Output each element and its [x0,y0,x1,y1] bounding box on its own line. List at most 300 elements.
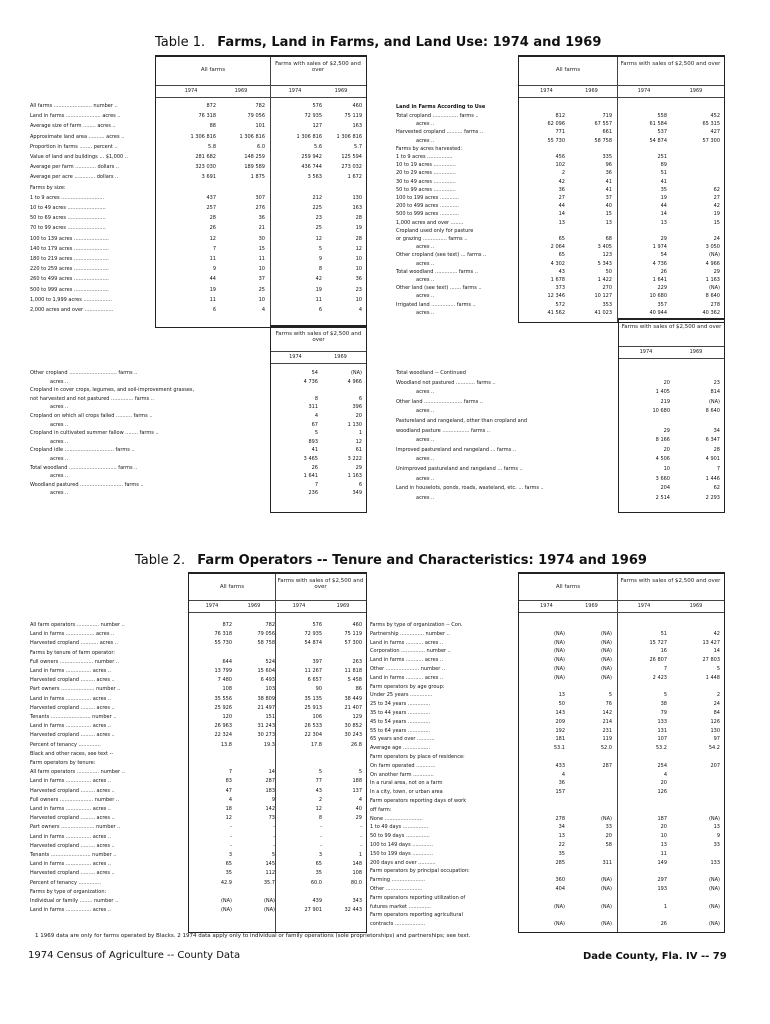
table-cell: 2 064 [550,244,565,251]
table-cell: 872 [206,103,216,109]
row-label: acres .. [416,244,435,251]
table-cell: 183 [265,787,275,794]
table1-heading: Farms, Land in Farms, and Land Use: 1974 and 1969 [217,35,602,50]
table1-header-all-farms: All farms [200,67,226,73]
table-cell: 10 680 [652,408,670,415]
table-cell: 16 [660,648,667,655]
row-label: All farm operators .............. number .. [30,769,125,776]
table-cell: 35.7 [263,879,275,886]
row-label: Other land ........................ farms .. [396,398,483,405]
table-cell: 108 [352,870,362,877]
table-cell: 126 [710,718,720,725]
table-cell: 25 913 [304,704,322,711]
table-cell: 163 [352,123,362,130]
row-label: 200 to 499 acres ............ [396,203,459,210]
table-cell: 89 [660,162,667,169]
table-cell: 12 [315,235,322,242]
table-cell: 52.0 [600,745,612,752]
row-label: or grazing ............... farms .. [396,236,468,242]
table1-year: 1974 [288,88,302,94]
table-cell: 4 506 [655,456,670,463]
table-cell: 65 [315,861,322,868]
table-cell: 30 852 [344,723,362,730]
table1-year: 1969 [585,88,598,94]
table-cell: 236 [308,490,318,497]
row-label: 30 to 49 acres .............. [396,178,456,185]
table-cell: 43 [315,787,322,794]
table-cell: (NA) [600,921,612,928]
row-label: Approximate land area .......... acres .. [30,133,125,140]
row-label: Other land (see text) ....... farms .. [396,285,482,292]
table-cell: 4 901 [705,456,720,463]
table-cell: 29 [355,464,362,471]
table-cell: 123 [602,252,612,259]
table-cell: 53.1 [553,745,565,752]
table-cell: 14 [268,769,275,776]
row-label: All farms ........................ number .. [30,103,118,109]
row-label: Average per acre ............. dollars .. [30,174,119,181]
table-cell: (NA) [600,815,612,822]
table-cell: 4 [314,413,318,419]
row-label: 50 to 99 days ............... [370,833,430,840]
table-cell: 396 [352,404,362,411]
row-label: Land in farms ........... acres .. [370,674,444,681]
footnote: 1 1969 data are only for farms operated by Blacks. 2 1974 data apply only to individual or family operations (sole proprietorships) and partnerships; see text. [35,933,471,939]
table-cell: - [360,824,362,831]
row-label: Total cropland ................ farms .. [396,113,479,119]
table-cell: 143 [555,710,565,716]
table-cell: 8 [314,395,318,402]
table-cell: 19.3 [263,741,275,748]
table-cell: 1 130 [347,421,362,428]
table-cell: 771 [555,129,565,136]
table-cell: - [273,833,275,840]
row-label: acres .. [416,494,435,501]
table-cell: (NA) [708,921,720,928]
table-cell: 151 [265,714,275,720]
table-cell: (NA) [600,657,612,664]
table-cell: 7 [716,466,720,472]
row-label: Total woodland .............................. farms .. [30,464,138,471]
table-cell: 12 [225,815,232,822]
table-cell: 8 166 [655,437,670,444]
table-cell: 17.8 [310,741,322,748]
table-cell: 35 [225,870,232,877]
row-label: 10 to 19 acres .............. [396,162,456,169]
table-cell: 3 691 [201,174,216,181]
table-cell: 19 [660,195,667,201]
table-cell: 31 243 [257,723,275,730]
table-cell: 96 [605,162,612,169]
table-cell: 149 [657,859,667,866]
table-cell: 5 [716,666,720,672]
table-cell: 1 422 [597,277,612,283]
table-cell: (NA) [600,674,612,681]
table-cell: 782 [255,103,265,109]
table-cell: 4 302 [550,260,565,267]
row-label: Woodland not pastured ............ farms .. [396,379,496,386]
table-cell: 54 874 [304,640,322,647]
row-label: Harvested cropland .......... farms .. [396,129,484,136]
row-label: On another farm ............. [370,771,434,778]
row-label: futures market .............. [370,903,431,910]
row-label: 500 to 999 acres ............ [396,211,459,218]
table-cell: 349 [352,490,362,497]
table-cell: 11 [258,256,265,262]
table-cell: 62 [713,485,720,492]
row-label: 10 to 49 acres ........................ [30,205,106,211]
table1-lower-right-block [618,318,725,513]
table-cell: 307 [255,194,265,201]
table-cell: 214 [602,718,612,725]
table2-year: 1969 [585,603,598,609]
table-cell: 42.9 [220,879,232,886]
row-label: 200 days and over ........... [370,859,436,866]
table-cell: 83 [225,778,232,785]
table-cell: 661 [602,129,612,136]
table-cell: 10 [663,466,670,472]
row-label: 1,000 to 1,999 acres .................. [30,296,113,303]
table-cell: 6 [212,307,216,313]
row-label: Percent of tenancy .............. [30,741,101,748]
table-cell: 872 [222,622,232,628]
row-label: Harvested cropland ......... acres .. [30,677,115,684]
row-label: 1 to 9 acres ........................... [30,194,105,201]
table-cell: 273 032 [341,164,362,171]
table-cell: 50 [558,701,565,708]
table-cell: 23 [713,379,720,386]
row-label: Full owners ..................... number .. [30,796,120,803]
table-cell: 97 [713,736,720,743]
table-cell: (NA) [600,666,612,672]
table-cell: - [230,824,232,831]
row-label: Individual or family ........ number .. [30,898,119,904]
table-cell: 72 935 [304,631,322,638]
table2-year: 1969 [247,603,261,609]
row-label: acres .. [416,408,435,415]
table-cell: 5 [663,692,667,699]
table-cell: 6 [318,307,322,313]
table-cell: (NA) [553,666,565,672]
table-cell: 26 [660,921,667,928]
table-cell: 5 [271,852,275,858]
row-label: Average age ................. [370,745,431,752]
row-label: acres .. [50,404,69,411]
table-cell: 21 [258,225,265,232]
table-cell: 4 736 [303,378,318,385]
table-cell: 14 [558,211,565,218]
table-cell: 209 [555,718,565,725]
table-cell: 4 [358,796,362,803]
row-label: 150 to 199 days ............. [370,850,433,857]
table-cell: 5.7 [354,143,362,150]
table-cell: (NA) [553,921,565,928]
table-cell: 11 [209,256,216,262]
row-label: acres .. [416,475,435,482]
table-cell: 3 405 [597,244,612,251]
table-cell: 204 [660,485,670,492]
row-label: In a rural area, not on a farm [370,780,443,787]
table-cell: 79 056 [257,631,275,638]
table-cell: 719 [602,113,612,119]
row-label: 2,000 acres and over .................. [30,307,114,313]
table-cell: 61 [355,447,362,454]
table-cell: 125 594 [341,154,362,160]
table-cell: 9 [212,266,216,273]
row-label: acres .. [50,456,69,462]
table-cell: 4 [358,307,362,313]
table-cell: 38 449 [344,695,362,702]
table-cell: 576 [312,103,322,109]
table-cell: 10 [355,296,362,303]
table-cell: 37 [258,276,265,283]
row-label: Land in farms ................ acres .. [30,806,112,812]
row-label: Irrigated land ............... farms .. [396,301,476,308]
table2-year: 1974 [292,603,306,609]
table-cell: 131 [657,727,667,734]
table-cell: 20 [605,833,612,840]
row-label: Tenants ......................... number .. [30,714,117,720]
row-label: Harvested cropland ......... acres .. [30,870,115,877]
table-cell: 8 640 [705,293,720,300]
table-cell: 10 [258,266,265,273]
row-label: 35 to 44 years .............. [370,710,431,716]
table1-year: 1974 [289,354,302,360]
row-label: acres .. [416,277,435,283]
table-cell: (NA) [708,285,720,292]
table-cell: 15 [258,245,265,252]
table-cell: (NA) [708,903,720,910]
table-cell: 65 [558,252,565,259]
table-cell: 102 [555,162,565,169]
table-cell: 18 [225,806,232,812]
table-cell: 67 557 [594,121,612,128]
table2-right-header-sales: Farms with sales of $2,500 and over [620,578,721,584]
row-label: acres .. [416,456,435,463]
table-cell: 1 405 [655,389,670,396]
table-cell: 189 589 [244,164,265,171]
row-label: Land in farms ................ acres .. [30,861,112,868]
row-label: Land in farms ...................... acres .. [30,113,121,120]
table-cell: 29 [663,427,670,434]
table-cell: 54.2 [708,745,720,752]
table-cell: 22 324 [214,732,232,739]
table-cell: 2 293 [705,494,720,501]
table-cell: 142 [602,710,612,716]
row-label: Harvested cropland ......... acres .. [30,815,115,822]
table-cell: 51 [660,630,667,637]
table1-year: 1969 [334,354,347,360]
row-label: Farms by type of organization -- Con. [370,622,463,628]
table-cell: 65 [225,861,232,868]
table-cell: 558 [657,113,667,119]
table-cell: 120 [222,714,232,720]
table-cell: 24 [713,701,720,708]
table-cell: 35 [660,186,667,193]
table-cell: 254 [657,762,667,769]
table-cell: 4 [261,307,265,313]
row-label: Farms by acres harvested: [396,145,463,152]
table-cell: 1 446 [705,475,720,482]
table-cell: 51 [660,170,667,177]
table-cell: 13 [660,219,667,226]
row-label: Average size of farm ........ acres .. [30,123,116,130]
row-label: Harvested cropland ........... acres .. [30,640,118,647]
table2-year: 1974 [205,603,219,609]
table-cell: 47 [225,787,232,794]
table-cell: 26 807 [649,657,667,664]
table-cell: 13 [660,842,667,848]
row-label: 1 to 49 days ................ [370,824,429,831]
row-label: acres .. [50,421,69,428]
row-label: Farm operators by age group: [370,683,445,690]
table-cell: 53.2 [655,745,667,752]
row-label: acres .. [416,121,435,128]
table-cell: - [230,833,232,840]
table2-year: 1974 [637,603,651,609]
table-cell: 14 [713,648,720,655]
table-cell: 193 [657,886,667,892]
table-cell: (NA) [600,886,612,892]
table-cell: 26 533 [304,723,322,730]
table-cell: 1 163 [705,277,720,283]
table-cell: 10 [660,833,667,840]
row-label: Land in farms ........... acres .. [370,657,444,664]
row-label: 100 to 149 days ............. [370,842,433,848]
table-cell: 142 [265,806,275,812]
table-cell: 5 [608,692,612,699]
table-cell: 42 [558,178,565,185]
table-cell: 40 362 [702,309,720,316]
table-cell: 35 [315,870,322,877]
table-cell: 437 [206,194,216,201]
table-cell: 34 [558,824,565,831]
table-cell: 353 [602,301,612,308]
table-cell: 106 [312,714,322,720]
table-cell: 8 640 [705,408,720,415]
table-cell: 22 304 [304,732,322,739]
table-cell: (NA) [600,639,612,646]
table-cell: 5 [318,245,322,252]
table-cell: 26 [209,225,216,232]
table-cell: 15 [713,219,720,226]
table-cell: 27 803 [702,657,720,664]
table-cell: 129 [352,714,362,720]
table-cell: 157 [555,789,565,796]
table-cell: 5.8 [208,143,216,150]
table-cell: 41 [605,178,612,185]
table-cell: 35 [558,850,565,857]
row-label: 1,000 acres and over ........ [396,219,464,226]
table-cell: 50 [605,268,612,275]
row-label: acres .. [416,309,435,316]
table-cell: 57 300 [702,137,720,144]
table-cell: 42 [713,630,720,637]
row-label: Land in farms ................ acres .. [30,695,112,702]
row-label: 140 to 179 acres ...................... [30,245,109,252]
table-cell: 41 [605,186,612,193]
row-label: Other cropland .............................. farms .. [30,370,138,376]
table-cell: 55 730 [547,137,565,144]
table-cell: 90 [315,686,322,693]
table1-header-sales: Farms with sales of $2,500 and over [275,61,361,73]
table1-lower-header-sales: Farms with sales of $2,500 and over [275,331,362,343]
table-cell: 27 [558,195,565,201]
table-cell: 41 562 [547,309,565,316]
table-cell: 8 [318,815,322,822]
table-cell: 20 [663,379,670,386]
table-cell: 373 [555,285,565,292]
table-cell: (NA) [600,648,612,655]
table-cell: 6 [358,481,362,488]
table-cell: 26 [660,268,667,275]
table-cell: 65 315 [702,121,720,128]
table-cell: 22 [558,842,565,848]
table-cell: 297 [657,877,667,884]
table-cell: 1 448 [705,674,720,681]
table-cell: 1 306 816 [239,133,265,140]
row-label: Under 25 years .............. [370,692,433,699]
table-cell: 433 [555,762,565,769]
row-label: Improved pastureland and rangeland ... farms .. [396,446,517,453]
table-cell: 1 875 [250,174,265,181]
row-label: Black and other races, see text -- [30,750,114,757]
row-label: acres .. [416,260,435,267]
table-cell: 12 [355,245,362,252]
table-cell: 55 730 [214,640,232,647]
table-cell: 323 030 [195,164,216,171]
table-cell: 20 [355,413,362,419]
table-cell: 24 [713,236,720,242]
row-label: Value of land and buildings ... $1,000 .. [30,154,128,160]
row-label: Cropland in cultivated summer fallow ........ farms .. [30,430,159,437]
table2-title [135,553,647,568]
row-label: Pastureland and rangeland, other than cropland and [396,418,528,424]
table1-right-section-title: Land in Farms According to Use [396,104,486,110]
row-label: 70 to 99 acres ........................ [30,225,106,232]
table-cell: 88 [209,123,216,130]
table-cell: (NA) [708,252,720,259]
table-cell: 343 [352,898,362,904]
table-cell: 287 [265,778,275,785]
table-cell: 40 944 [649,309,667,316]
row-label: Harvested cropland ......... acres .. [30,842,115,849]
table2-number: Table 2. [135,553,186,568]
table-cell: 10 [355,256,362,262]
table-cell: 35 556 [214,695,232,702]
table-cell: 86 [355,686,362,693]
table-cell: 427 [710,129,720,136]
row-label: On farm operated ............ [370,762,436,769]
row-label: acres .. [50,378,69,385]
table-cell: 6 657 [307,677,322,684]
table-cell: 21 497 [257,704,275,711]
table1-lower-right-header-sales: Farms with sales of $2,500 and over [621,324,722,330]
table1-year: 1974 [639,349,653,355]
table-cell: 181 [555,736,565,743]
table1-year: 1969 [689,88,703,94]
table-cell: 41 [311,447,318,454]
table-cell: 75 119 [344,113,362,120]
table-cell: 79 [660,710,667,716]
table-cell: 6 [358,395,362,402]
row-label: acres .. [416,137,435,144]
table-cell: (NA) [553,639,565,646]
table-cell: 25 [315,225,322,232]
table-cell: 11 [315,296,322,303]
row-label: All farm operators .............. number .. [30,622,125,628]
table-cell: 19 [713,211,720,218]
